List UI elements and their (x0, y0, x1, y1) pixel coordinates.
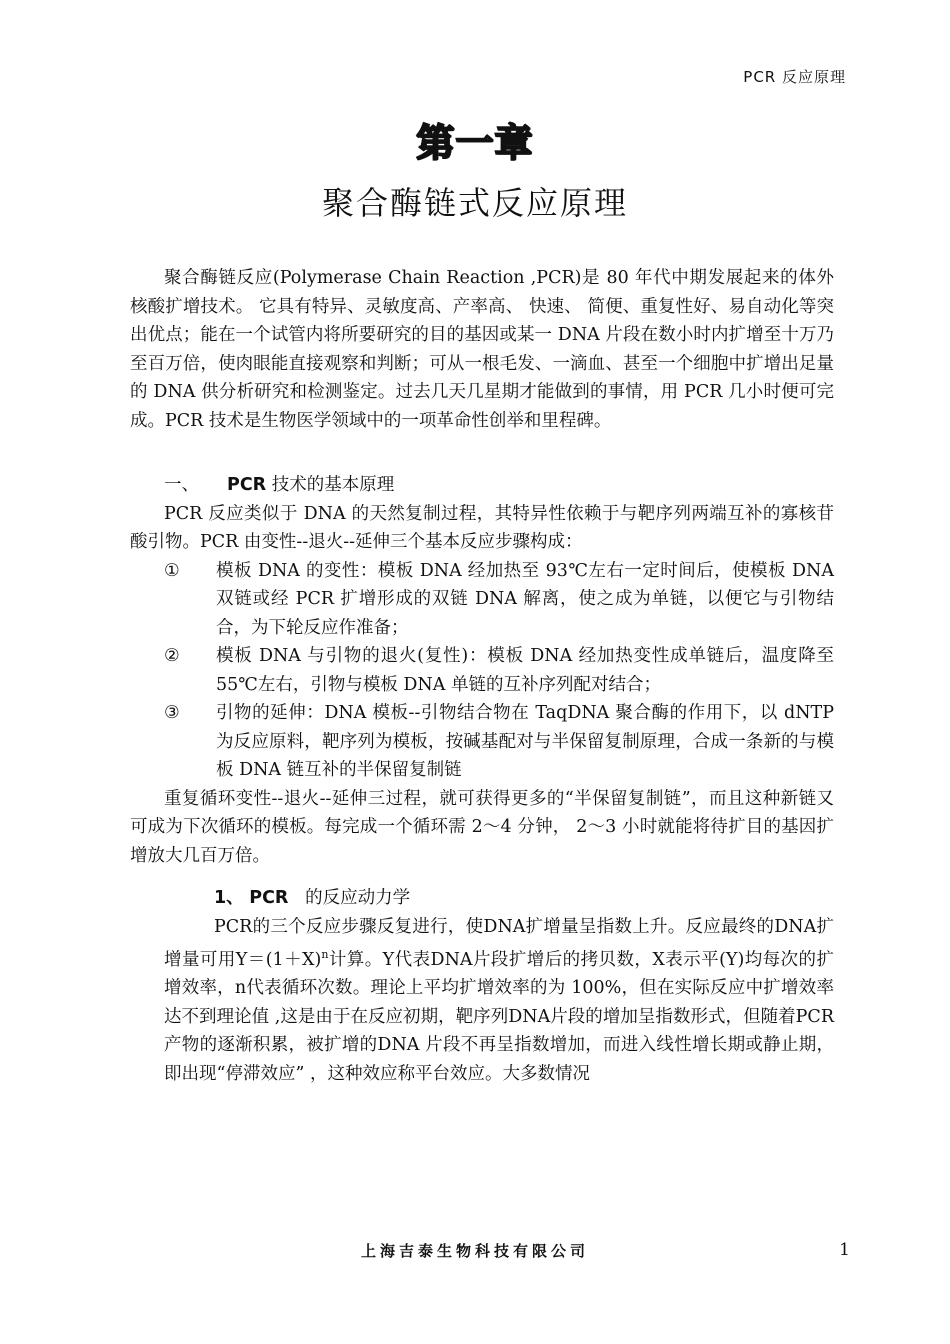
list-item (130, 642, 834, 699)
exponent: n (321, 948, 329, 961)
subsection-heading-bold: PCR (249, 888, 289, 908)
subsection-number: 1、 (214, 888, 244, 908)
running-head: PCR 反应原理 (743, 68, 846, 86)
kinetics-text-part1: PCR的三个反应步骤反复进行，使DNA扩增量呈指数上升。反应最终的DNA扩增量可用Y＝(1＋X) (164, 916, 834, 970)
list-marker: ③ (164, 703, 180, 723)
subsection-heading-text: 的反应动力学 (305, 888, 411, 908)
footer-company: 上海吉泰生物科技有限公司 (360, 1242, 589, 1260)
list-item-text: 模板 DNA 与引物的退火(复性)：模板 DNA 经加热变性成单链后，温度降至 55℃左右，引物与模板 DNA 单链的互补序列配对结合； (216, 646, 834, 695)
section-heading (130, 471, 834, 500)
chapter-title: 第一章 (416, 121, 534, 165)
subsection (130, 884, 834, 1088)
kinetics-paragraph (164, 913, 834, 1089)
list-item (130, 557, 834, 643)
list-item-text: 引物的延伸：DNA 模板--引物结合物在 TaqDNA 聚合酶的作用下，以 dNTP 为反应原料，靶序列为模板，按碱基配对与半保留复制原理，合成一条新的与模板 DNA 链互补的半保留复制链 (216, 703, 834, 780)
list-marker: ② (164, 646, 180, 666)
section-heading-bold: PCR (227, 475, 267, 495)
subsection-heading (164, 884, 834, 913)
intro-paragraph: 聚合酶链反应(Polymerase Chain Reaction ,PCR)是 80 年代中期发展起来的体外核酸扩增技术。 它具有特异、灵敏度高、产率高、 快速、 简便、重复性好、易自动化等突出优点；能在一个试管内将所要研究的目的基因或某一 DNA 片段在数小时内扩增至十万乃至百万倍，使肉眼能直接观察和判断；可从一根毛发、一滴血、甚至一个细胞中扩增出足量的 DNA 供分析研究和检测鉴定。过去几天几星期才能做到的事情，用 PCR 几小时便可完成。PCR 技术是生物医学领域中的一项革命性创举和里程碑。 (130, 268, 834, 431)
list-item (130, 699, 834, 785)
section-number: 一、 (164, 475, 199, 495)
page-number: 1 (839, 1240, 850, 1260)
list-marker: ① (164, 560, 180, 581)
page-title: 聚合酶链式反应原理 (321, 184, 628, 222)
document-body (130, 264, 834, 1088)
summary-paragraph: 重复循环变性--退火--延伸三过程，就可获得更多的“半保留复制链”，而且这种新链又可成为下次循环的模板。每完成一个循环需 2～4 分钟， 2～3 小时就能将待扩目的基因扩增放大几百万倍。 (130, 788, 834, 866)
section-lead-paragraph: PCR 反应类似于 DNA 的天然复制过程，其特异性依赖于与靶序列两端互补的寡核苷酸引物。PCR 由变性--退火--延伸三个基本反应步骤构成： (130, 503, 834, 552)
section-heading-text: 技术的基本原理 (271, 475, 395, 495)
kinetics-text-part2: 计算。Y代表DNA片段扩增后的拷贝数，X表示平(Y)均每次的扩增效率，n代表循环次数。理论上平均扩增效率的为 100%，但在实际反应中扩增效率达不到理论值 ,这是由于在反应初期，靶序列DNA片段的增加呈指数形式，但随着PCR产物的逐渐积累，被扩增的DNA 片段不再呈指数增加，而进入线性增长期或静止期， 即出现“停滞效应” ，这种效应称平台效应。大多数情况 (164, 949, 834, 1084)
list-item-text: 模板 DNA 的变性：模板 DNA 经加热至 93℃左右一定时间后，使模板 DNA 双链或经 PCR 扩增形成的双链 DNA 解离，使之成为单链，以便它与引物结合，为下轮反应作准备； (216, 560, 834, 638)
